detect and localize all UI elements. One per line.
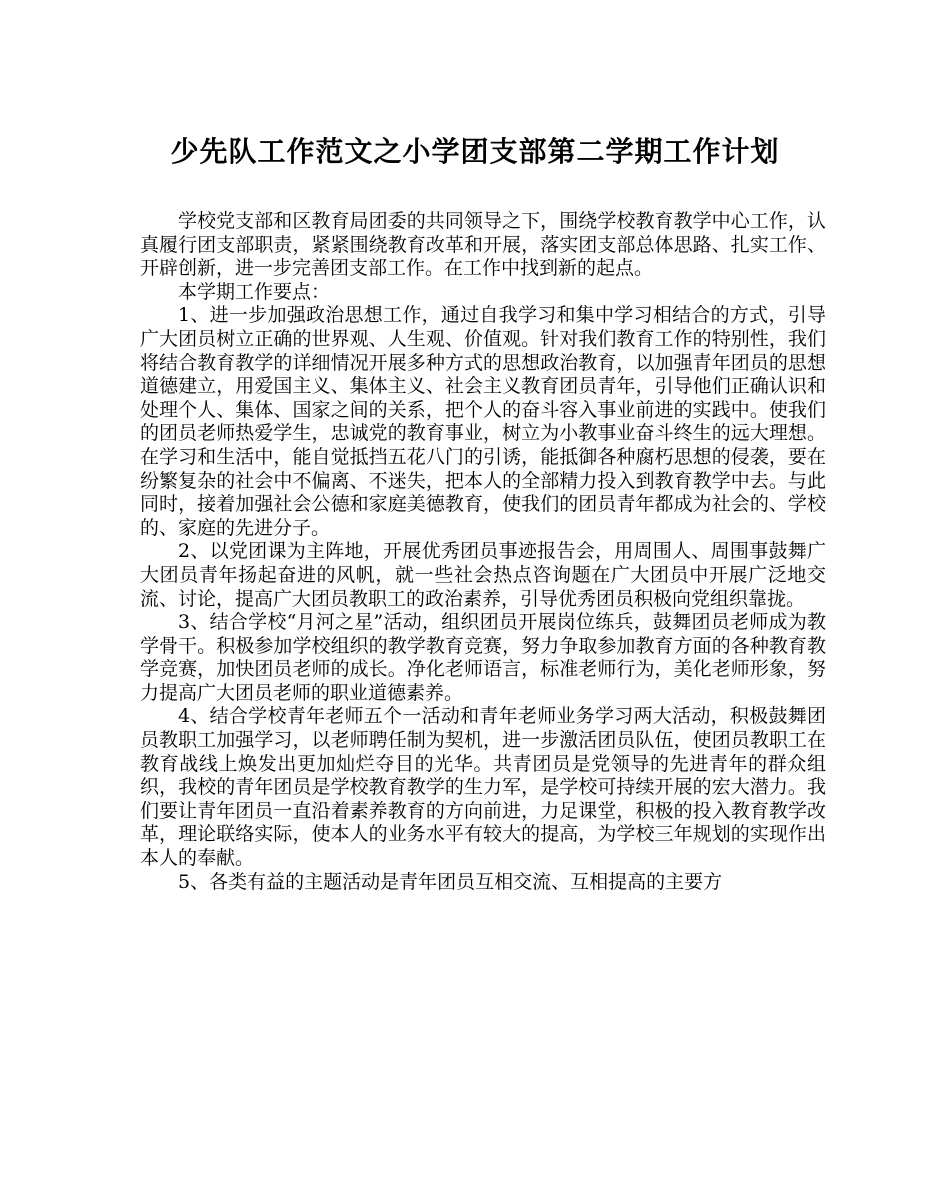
paragraph-item-3: 3、结合学校“月河之星”活动，组织团员开展岗位练兵，鼓舞团员老师成为教学骨干。积极参加学校组织的教学教育竞赛，努力争取参加教育方面的各种教育教学竞赛，加快团员老师的成长。净化老师语言，标准老师行为，美化老师形象，努力提高广大团员老师的职业道德素养。 [140,611,826,704]
paragraph-item-5: 5、各类有益的主题活动是青年团员互相交流、互相提高的主要方 [178,870,723,893]
document-body [140,210,826,894]
document-title: 少先队工作范文之小学团支部第二学期工作计划 [170,135,780,168]
paragraph-key-points-heading: 本学期工作要点： [178,280,331,303]
paragraph-item-4: 4、结合学校青年老师五个一活动和青年老师业务学习两大活动，积极鼓舞团员教职工加强学习，以老师聘任制为契机，进一步激活团员队伍，使团员教职工在教育战线上焕发出更加灿烂夺目的光华。共青团员是党领导的先进青年的群众组织，我校的青年团员是学校教育教学的生力军，是学校可持续开展的宏大潜力。我们要让青年团员一直沿着素养教育的方向前进，力足课堂，积极的投入教育教学改革，理论联络实际，使本人的业务水平有较大的提高，为学校三年规划的实现作出本人的奉献。 [140,705,826,870]
paragraph-item-1: 1、进一步加强政治思想工作，通过自我学习和集中学习相结合的方式，引导广大团员树立正确的世界观、人生观、价值观。针对我们教育工作的特别性，我们将结合教育教学的详细情况开展多种方式的思想政治教育，以加强青年团员的思想道德建立，用爱国主义、集体主义、社会主义教育团员青年，引导他们正确认识和处理个人、集体、国家之间的关系，把个人的奋斗容入事业前进的实践中。使我们的团员老师热爱学生，忠诚党的教育事业，树立为小教事业奋斗终生的远大理想。在学习和生活中，能自觉抵挡五花八门的引诱，能抵御各种腐朽思想的侵袭，要在纷繁复杂的社会中不偏离、不迷失，把本人的全部精力投入到教育教学中去。与此同时，接着加强社会公德和家庭美德教育，使我们的团员青年都成为社会的、学校的、家庭的先进分子。 [140,304,826,539]
paragraph-item-2: 2、以党团课为主阵地，开展优秀团员事迹报告会，用周围人、周围事鼓舞广大团员青年扬起奋进的风帆，就一些社会热点咨询题在广大团员中开展广泛地交流、讨论，提高广大团员教职工的政治素养，引导优秀团员积极向党组织靠拢。 [140,540,826,610]
paragraph-intro: 学校党支部和区教育局团委的共同领导之下，围绕学校教育教学中心工作，认真履行团支部职责，紧紧围绕教育改革和开展，落实团支部总体思路、扎实工作、开辟创新，进一步完善团支部工作。在工作中找到新的起点。 [140,210,826,280]
